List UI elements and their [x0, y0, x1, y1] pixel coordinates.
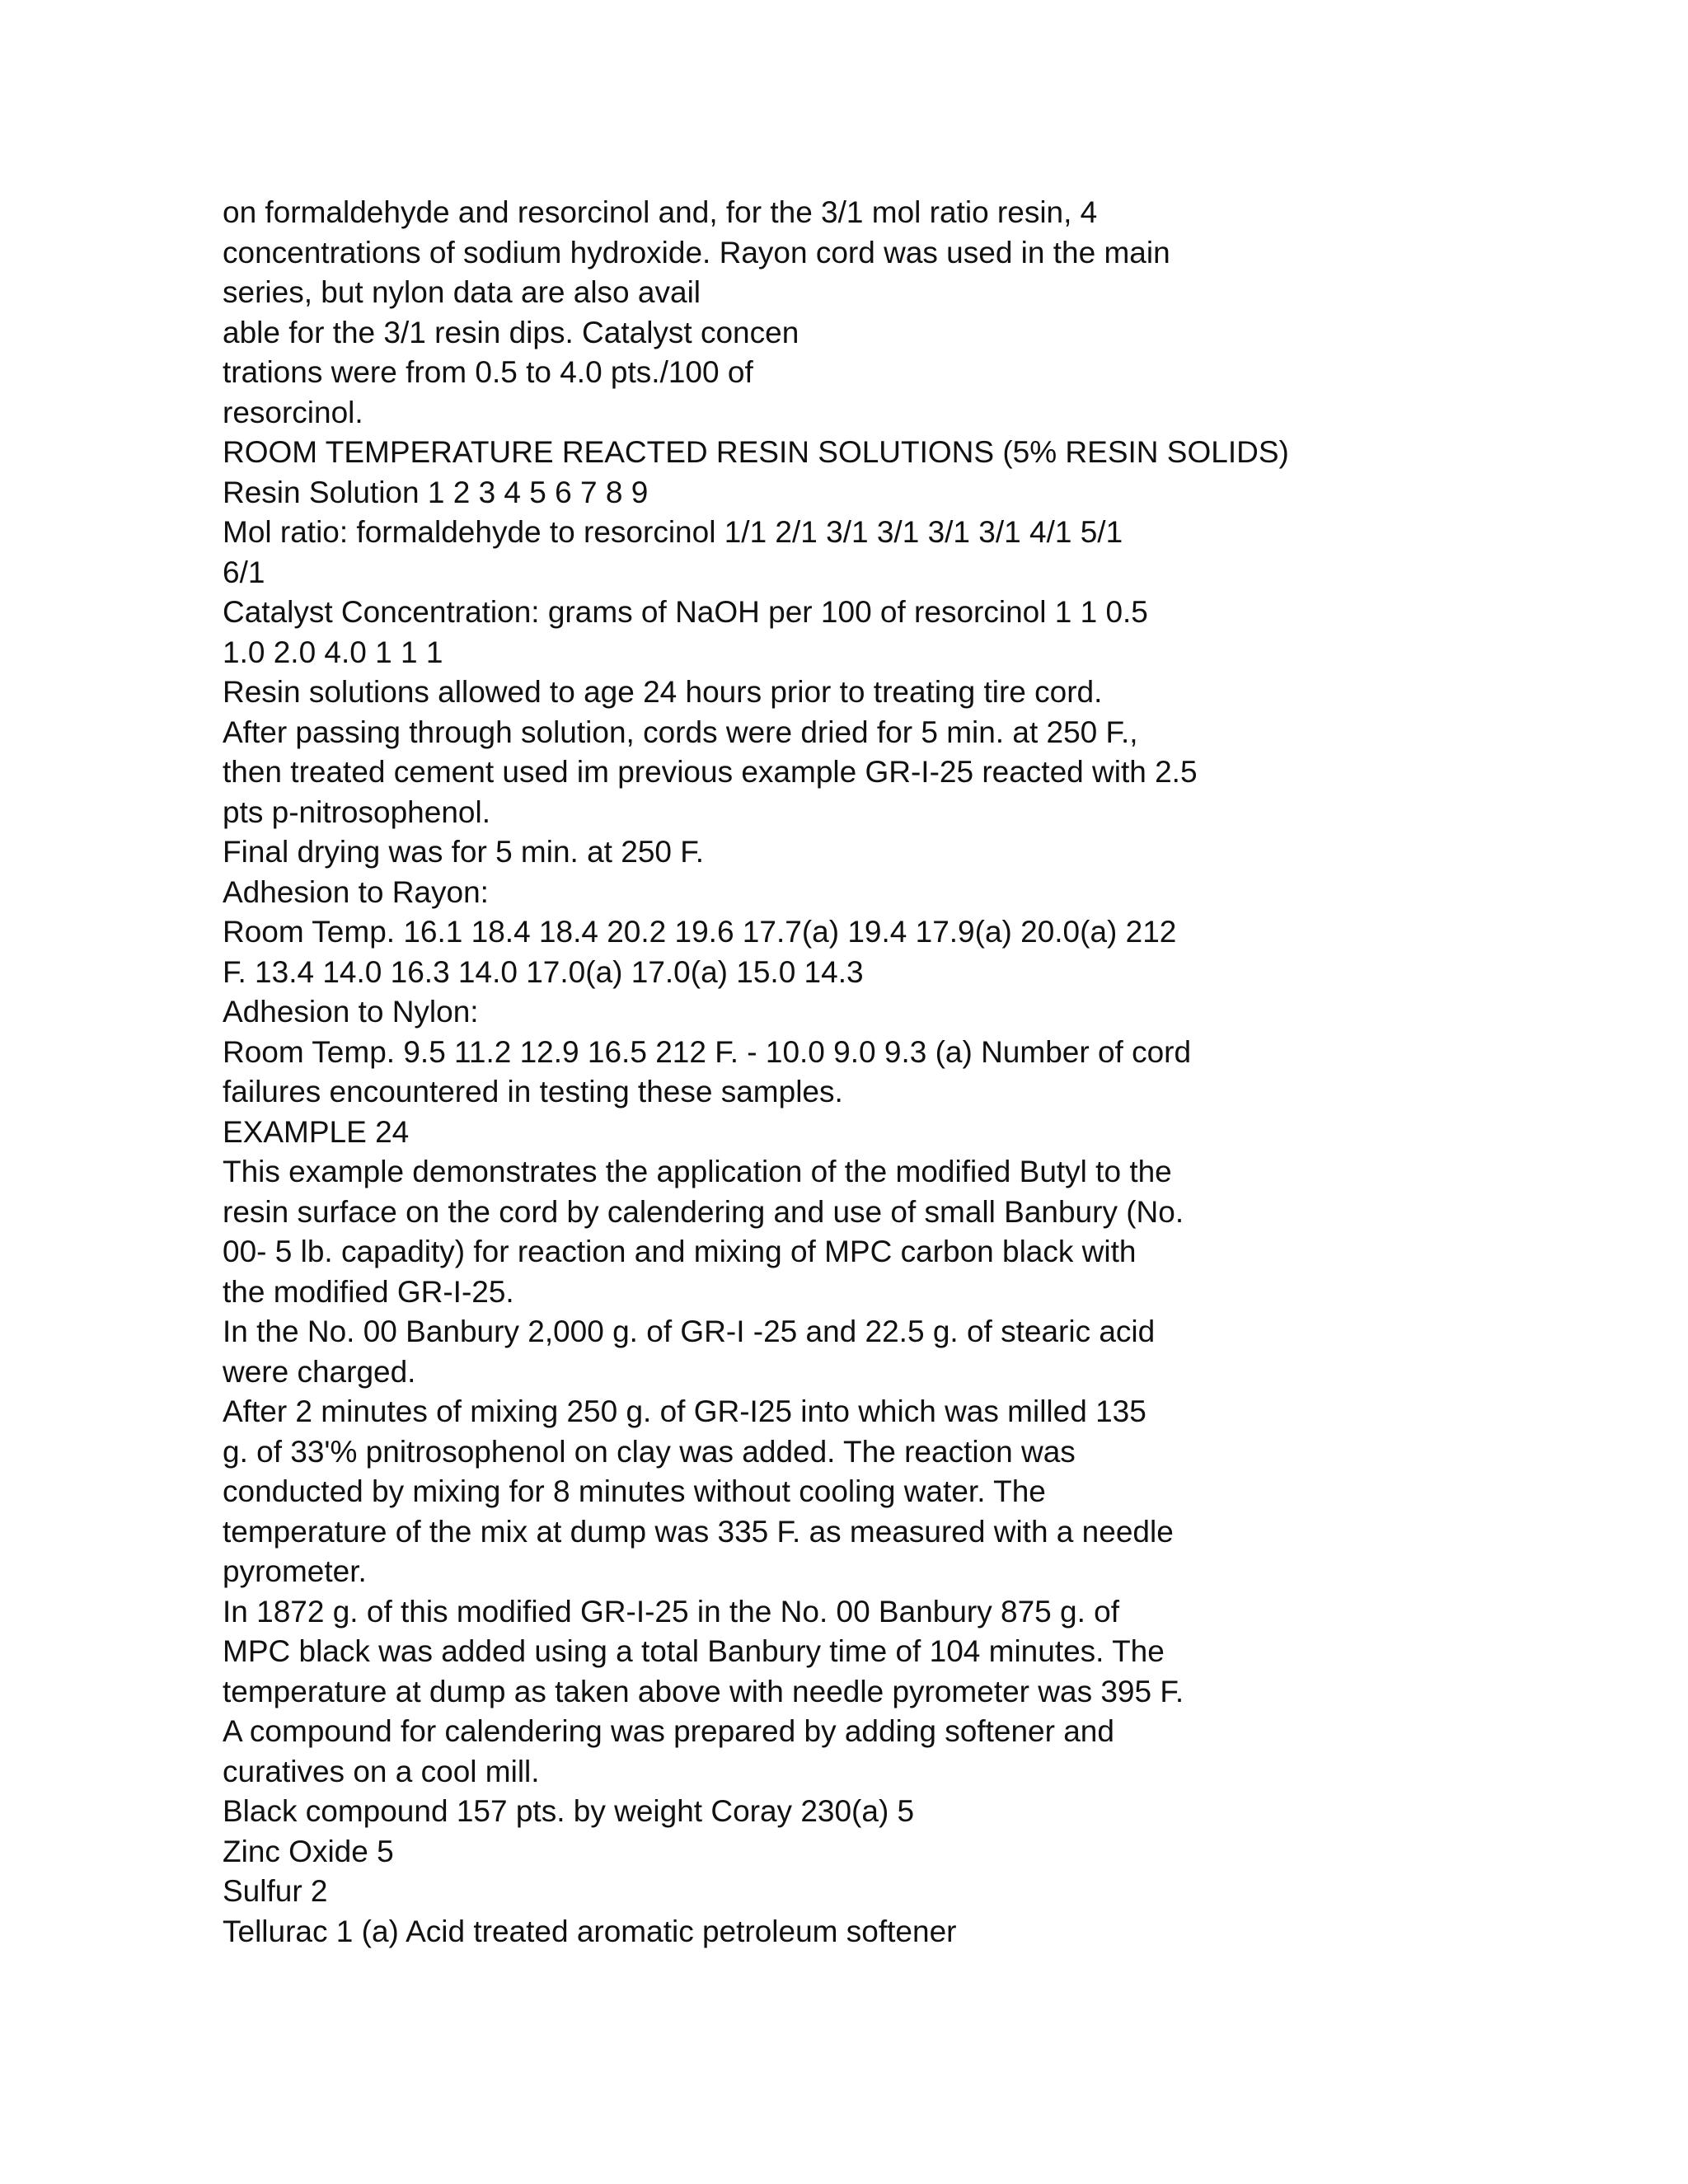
text-line: series, but nylon data are also avail — [223, 275, 701, 309]
text-line: Resin Solution 1 2 3 4 5 6 7 8 9 — [223, 475, 649, 509]
text-line: Mol ratio: formaldehyde to resorcinol 1/1 2/1 3/1 3/1 3/1 3/1 4/1 5/1 — [223, 515, 1123, 549]
text-line: After passing through solution, cords were dried for 5 min. at 250 F., — [223, 715, 1138, 749]
body-text — [223, 193, 1541, 1952]
text-line: After 2 minutes of mixing 250 g. of GR-I25 into which was milled 135 — [223, 1394, 1146, 1428]
text-line: Adhesion to Rayon: — [223, 874, 489, 909]
text-line: failures encountered in testing these samples. — [223, 1075, 843, 1108]
text-line: trations were from 0.5 to 4.0 pts./100 of — [223, 355, 753, 389]
text-line: Tellurac 1 (a) Acid treated aromatic petroleum softener — [223, 1914, 957, 1948]
text-line: able for the 3/1 resin dips. Catalyst concen — [223, 315, 799, 349]
table-heading: ROOM TEMPERATURE REACTED RESIN SOLUTIONS (5% RESIN SOLIDS) — [223, 435, 1289, 469]
text-line: A compound for calendering was prepared by adding softener and — [223, 1714, 1114, 1748]
text-line: Zinc Oxide 5 — [223, 1834, 394, 1868]
text-line: Sulfur 2 — [223, 1874, 328, 1908]
text-line: then treated cement used im previous example GR-I-25 reacted with 2.5 — [223, 755, 1198, 789]
text-line: on formaldehyde and resorcinol and, for the 3/1 mol ratio resin, 4 — [223, 195, 1098, 229]
text-line: the modified GR-I-25. — [223, 1274, 514, 1309]
text-line: Final drying was for 5 min. at 250 F. — [223, 835, 705, 869]
text-line: Room Temp. 16.1 18.4 18.4 20.2 19.6 17.7(a) 19.4 17.9(a) 20.0(a) 212 — [223, 915, 1177, 949]
text-line: In 1872 g. of this modified GR-I-25 in the No. 00 Banbury 875 g. of — [223, 1594, 1120, 1629]
text-line: g. of 33'% pnitrosophenol on clay was added. The reaction was — [223, 1434, 1076, 1469]
text-line: 1.0 2.0 4.0 1 1 1 — [223, 635, 443, 669]
text-line: 6/1 — [223, 555, 265, 589]
text-line: Adhesion to Nylon: — [223, 995, 479, 1029]
text-line: In the No. 00 Banbury 2,000 g. of GR-I -25 and 22.5 g. of stearic acid — [223, 1315, 1156, 1348]
text-line: pyrometer. — [223, 1554, 367, 1588]
text-line: resorcinol. — [223, 395, 363, 429]
text-line: Resin solutions allowed to age 24 hours prior to treating tire cord. — [223, 675, 1103, 709]
text-line: MPC black was added using a total Banbury time of 104 minutes. The — [223, 1634, 1165, 1668]
text-line: temperature at dump as taken above with needle pyrometer was 395 F. — [223, 1674, 1184, 1708]
text-line: Black compound 157 pts. by weight Coray 230(a) 5 — [223, 1794, 915, 1828]
text-line: curatives on a cool mill. — [223, 1754, 540, 1788]
example-heading: EXAMPLE 24 — [223, 1114, 410, 1149]
text-line: concentrations of sodium hydroxide. Rayon cord was used in the main — [223, 235, 1170, 269]
text-line: This example demonstrates the application of the modified Butyl to the — [223, 1155, 1172, 1188]
text-line: conducted by mixing for 8 minutes without cooling water. The — [223, 1474, 1046, 1508]
text-line: Catalyst Concentration: grams of NaOH per 100 of resorcinol 1 1 0.5 — [223, 595, 1148, 629]
text-line: were charged. — [223, 1354, 416, 1389]
text-line: resin surface on the cord by calendering and use of small Banbury (No. — [223, 1194, 1184, 1229]
text-line: Room Temp. 9.5 11.2 12.9 16.5 212 F. - 10.0 9.0 9.3 (a) Number of cord — [223, 1034, 1192, 1069]
text-line: F. 13.4 14.0 16.3 14.0 17.0(a) 17.0(a) 15.0 14.3 — [223, 954, 864, 989]
text-line: 00- 5 lb. capadity) for reaction and mixing of MPC carbon black with — [223, 1235, 1137, 1268]
text-line: pts p-nitrosophenol. — [223, 794, 490, 829]
text-line: temperature of the mix at dump was 335 F. as measured with a needle — [223, 1514, 1174, 1549]
